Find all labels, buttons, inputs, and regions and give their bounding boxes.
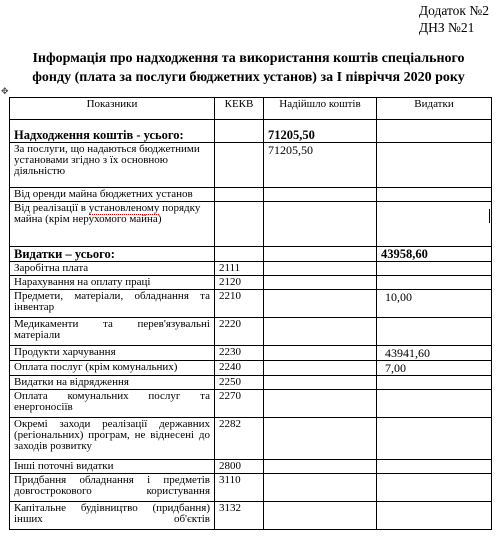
income-sale-label: Від реалізації в установленому порядку майна (крім нерухомого майна) xyxy=(10,201,215,246)
row-label: Оплата комунальних послуг та енергоносіїв xyxy=(10,389,215,417)
table-row xyxy=(10,459,492,473)
row-expenses: 43941,60 xyxy=(377,345,492,360)
row-expenses: 7,00 xyxy=(377,360,492,375)
income-rent-label: Від оренди майна бюджетних установ xyxy=(10,187,215,201)
income-total-label: Надходження коштів - усього: xyxy=(10,128,215,143)
row-code: 3110 xyxy=(215,473,264,501)
table-row xyxy=(10,501,492,529)
table-row xyxy=(10,389,492,417)
header-code: КЕКВ xyxy=(215,98,264,120)
report-title xyxy=(0,49,497,87)
row-expenses xyxy=(377,261,492,275)
income-services-label: За послуги, що надаються бюджетними установами згідно з їх основною діяльністю xyxy=(10,142,215,187)
addendum-institution: ДНЗ №21 xyxy=(418,20,475,35)
row-expenses xyxy=(377,473,492,501)
income-total-received: 71205,50 xyxy=(264,128,377,143)
row-code: 2282 xyxy=(215,417,264,459)
row-label: Предмети, матеріали, обладнання та інвентар xyxy=(10,289,215,317)
table-row xyxy=(10,345,492,360)
table-row xyxy=(10,375,492,389)
table-row xyxy=(10,317,492,345)
table-header-row xyxy=(10,98,492,120)
row-label: Заробітна плата xyxy=(10,261,215,275)
income-total-row xyxy=(10,128,492,143)
table-row xyxy=(10,261,492,275)
income-sale-row xyxy=(10,201,492,246)
row-code: 3132 xyxy=(215,501,264,529)
row-label: Видатки на відрядження xyxy=(10,375,215,389)
row-code: 2230 xyxy=(215,345,264,360)
expenses-total-label: Видатки – усього: xyxy=(10,246,215,261)
row-code: 2250 xyxy=(215,375,264,389)
row-code: 2210 xyxy=(215,289,264,317)
header-expenses: Видатки xyxy=(377,98,492,120)
row-label: Придбання обладнання і предметів довгострокового користування xyxy=(10,473,215,501)
row-expenses xyxy=(377,375,492,389)
row-label: Інші поточні видатки xyxy=(10,459,215,473)
table-row xyxy=(10,473,492,501)
addendum-block xyxy=(419,2,489,36)
header-received: Надійшло коштів xyxy=(264,98,377,120)
table-row xyxy=(10,417,492,459)
row-label: Оплата послуг (крім комунальних) xyxy=(10,360,215,375)
row-expenses xyxy=(377,459,492,473)
row-code: 2270 xyxy=(215,389,264,417)
header-indicator: Показники xyxy=(10,98,215,120)
row-expenses: 10,00 xyxy=(377,289,492,317)
table-row xyxy=(10,289,492,317)
row-label: Капітальне будівництво (придбання) інших об'єктів xyxy=(10,501,215,529)
expenses-total-row xyxy=(10,246,492,261)
report-title-line1: Інформація про надходження та використання коштів спеціального xyxy=(32,51,465,66)
income-rent-row xyxy=(10,187,492,201)
income-services-received: 71205,50 xyxy=(264,142,377,187)
row-code: 2220 xyxy=(215,317,264,345)
row-code: 2240 xyxy=(215,360,264,375)
addendum-number: Додаток №2 xyxy=(418,3,489,18)
funds-table xyxy=(9,97,492,530)
row-expenses xyxy=(377,317,492,345)
row-code: 2111 xyxy=(215,261,264,275)
row-expenses xyxy=(377,501,492,529)
row-expenses xyxy=(377,417,492,459)
table-move-handle-icon[interactable]: ✥ xyxy=(1,86,9,96)
row-expenses xyxy=(377,389,492,417)
row-code: 2120 xyxy=(215,275,264,289)
table-row xyxy=(10,360,492,375)
report-title-line2: фонду (плата за послуги бюджетних установ) за І півріччя 2020 року xyxy=(32,70,465,85)
table-row xyxy=(10,275,492,289)
row-label: Нарахування на оплату праці xyxy=(10,275,215,289)
row-label: Окремі заходи реалізації державних (регіональних) програм, не віднесені до заходів розвитку xyxy=(10,417,215,459)
spacer-row xyxy=(10,120,492,128)
row-code: 2800 xyxy=(215,459,264,473)
row-expenses xyxy=(377,275,492,289)
income-services-row xyxy=(10,142,492,187)
row-label: Медикаменти та перев'язувальні матеріали xyxy=(10,317,215,345)
row-label: Продукти харчування xyxy=(10,345,215,360)
expenses-total-value: 43958,60 xyxy=(377,246,492,261)
